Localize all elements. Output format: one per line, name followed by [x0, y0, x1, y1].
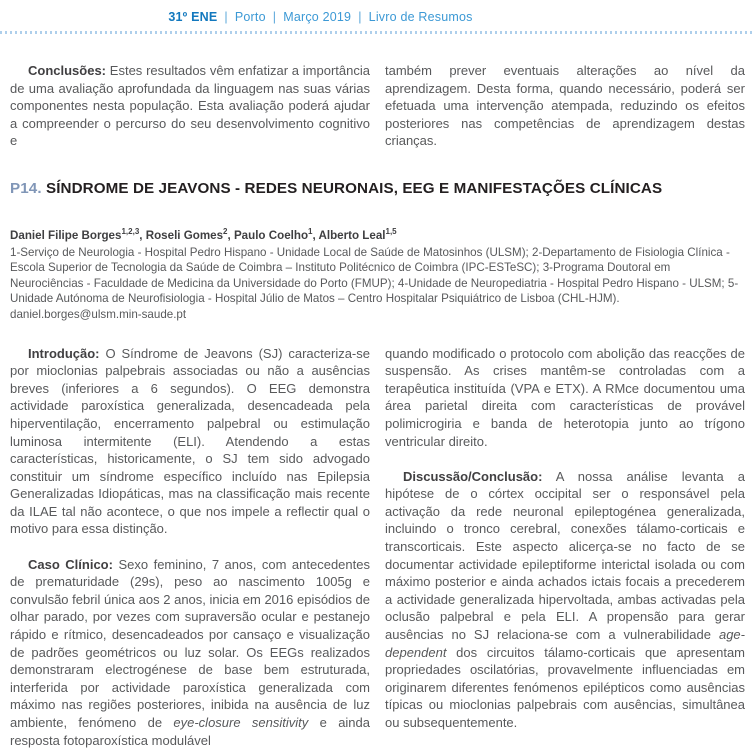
case-report-label: Caso Clínico: [28, 556, 113, 572]
author [319, 229, 397, 242]
author-separator: , [139, 228, 146, 242]
discussion-conclusion-paragraph [385, 468, 745, 732]
header-separator: | [358, 10, 362, 24]
left-column [10, 345, 370, 749]
header-book-title: Livro de Resumos [368, 10, 473, 24]
right-column [385, 62, 745, 150]
header-edition: 31º ENE [168, 10, 218, 24]
conclusions-continuation-text: também prever eventuais alterações ao nível da aprendizagem. Desta forma, quando necessário, poderá ser efetuada uma intervenção atempada, reduzindo os efeitos posteriores nas competências de aprendizagem destas crianças. [385, 63, 745, 149]
header-separator: | [224, 10, 228, 24]
affiliations-text: 1-Serviço de Neurologia - Hospital Pedro Hispano - Unidade Local de Saúde de Matosinhos (ULSM); 2-Departamento de Fisiologia Clínica - Escola Superior de Tecnologia da Saúde de Coimbra – Instituto Politécnico de Coimbra (IPC-ESTeSC); 3-Programa Doutoral em Neurociências - Faculdade de Medicina da Universidade do Porto (FMUP); 4-Unidade de Neuropediatria - Hospital Pedro Hispano - ULSM; 5-Unidade Autónoma de Neurofisiologia - Hospital Júlio de Matos – Centro Hospitalar Psiquiátrico de Lisboa (CHL-HJM). [10, 245, 739, 306]
italic-term-eye-closure-sensitivity: eye-closure sensitivity [173, 715, 309, 730]
author-name: Roseli Gomes [145, 228, 224, 242]
discussion-text: dos circuitos tálamo-corticais que apresentam propriedades oscilatórias, provavelmente influenciadas em originarem diferentes fenómenos epilépticos como ausências típicas ou mioclonias palpebrais com ausências, simultânea ou subsequentemente. [385, 644, 745, 730]
author-affiliation-superscript: 1,5 [385, 227, 397, 237]
page-header [0, 0, 755, 24]
conclusions-text: Estes resultados vêm enfatizar a importância de uma avaliação aprofundada da linguagem nas suas várias componentes nesta população. Esta avaliação poderá ajudar a compreender o percurso do seu desenvolvimento cognitivo e [10, 63, 370, 149]
italic-term-age-dependent: age-dependent [385, 627, 745, 660]
left-column [10, 62, 370, 150]
header-date: Março 2019 [283, 10, 352, 24]
author-name: Alberto Leal [318, 228, 386, 242]
author-separator: , [227, 228, 234, 242]
abstract-number: P14. [10, 179, 42, 197]
introduction-text: O Síndrome de Jeavons (SJ) caracteriza-se por mioclonias palpebrais associadas ou não a ausências breves (inferiores a 6 segundos). O EEG demonstra actividade paroxística generalizada, desencadeada pela hiperventilação, encerramento palpebral ou estimulação luminosa intermitente (ELI). Atendendo a estas características, historicamente, o SJ tem sido advogado constituir um síndrome específico incluído nas Epilepsia Generalizadas Idiopáticas, mas na classificação mais recente da ILAE tal não acontece, o que nos impele a reflectir qual o motivo para essa distinção. [10, 345, 370, 537]
previous-abstract-continuation [10, 62, 745, 150]
page-content [0, 62, 755, 749]
conclusions-paragraph-continuation [385, 62, 745, 150]
conclusions-paragraph [10, 62, 370, 150]
dotted-divider [0, 31, 755, 34]
abstract-title-line [10, 179, 745, 198]
header-separator: | [272, 10, 277, 24]
introduction-label: Introdução: [28, 345, 100, 361]
author-separator: , [312, 228, 319, 242]
discussion-text: A nossa análise levanta a hipótese de o córtex occipital ser o responsável pela activação da rede neuronal epileptogénea generalizada, incluindo o tronco cerebral, conexões tálamo-corticais e transcorticais. Este aspecto alicerça-se no facto de se documentar actividade epileptiforme interictal isolada ou com máximo posterior e ainda achados ictais focais a precederem a actividade generalizada hipervoltada, ambas activadas pela oclusão palpebral e pela ELI. A propensão para gerar ausências no SJ relaciona-se com a vulnerabilidade [385, 468, 745, 643]
right-column [385, 345, 745, 749]
discussion-conclusion-label: Discussão/Conclusão: [403, 468, 543, 484]
author [146, 229, 228, 242]
case-report-text: Sexo feminino, 7 anos, com antecedentes de prematuridade (29s), peso ao nascimento 1005g e convulsão febril única aos 2 anos, inicia em 2016 episódios de olhar parado, por vezes com supraversão ocular e pestanejo rápido e rítmico, desencadeados por cansaço e visualização de padrões geométricos ou luz solar. Os EEGs realizados demonstraram electrogénese de base bem estruturada, interferida por actividade paroxística generalizada com máximo nas regiões posteriores, inibida na ausência de luz ambiente, fenómeno de [10, 556, 370, 730]
case-report-continuation-text: quando modificado o protocolo com abolição das reacções de suspensão. As crises mantêm-se controladas com a terapêutica instituída (VPA e ETX). A RMce documentou uma área parietal direita com características de provável polimicrogiria e banda de heterotopia junto ao trígono ventricular direito. [385, 345, 745, 449]
header-city: Porto [234, 10, 266, 24]
author [10, 229, 139, 242]
case-report-paragraph [10, 556, 370, 749]
author-email: daniel.borges@ulsm.min-saude.pt [10, 307, 187, 321]
author-affiliation-superscript: 1 [308, 227, 313, 237]
case-report-text: e ainda resposta fotoparoxística modulável [10, 715, 370, 748]
introduction-paragraph [10, 345, 370, 539]
abstract-title: SÍNDROME DE JEAVONS - REDES NEURONAIS, EEG E MANIFESTAÇÕES CLÍNICAS [41, 179, 663, 197]
author-name: Paulo Coelho [233, 228, 309, 242]
abstract-body [10, 345, 745, 749]
author [234, 229, 313, 242]
case-report-continuation-paragraph [385, 345, 745, 451]
authors-line [10, 228, 745, 244]
author-affiliation-superscript: 1,2,3 [121, 227, 140, 237]
conclusions-label: Conclusões: [28, 63, 107, 78]
author-affiliation-superscript: 2 [223, 227, 228, 237]
author-name: Daniel Filipe Borges [10, 228, 122, 242]
